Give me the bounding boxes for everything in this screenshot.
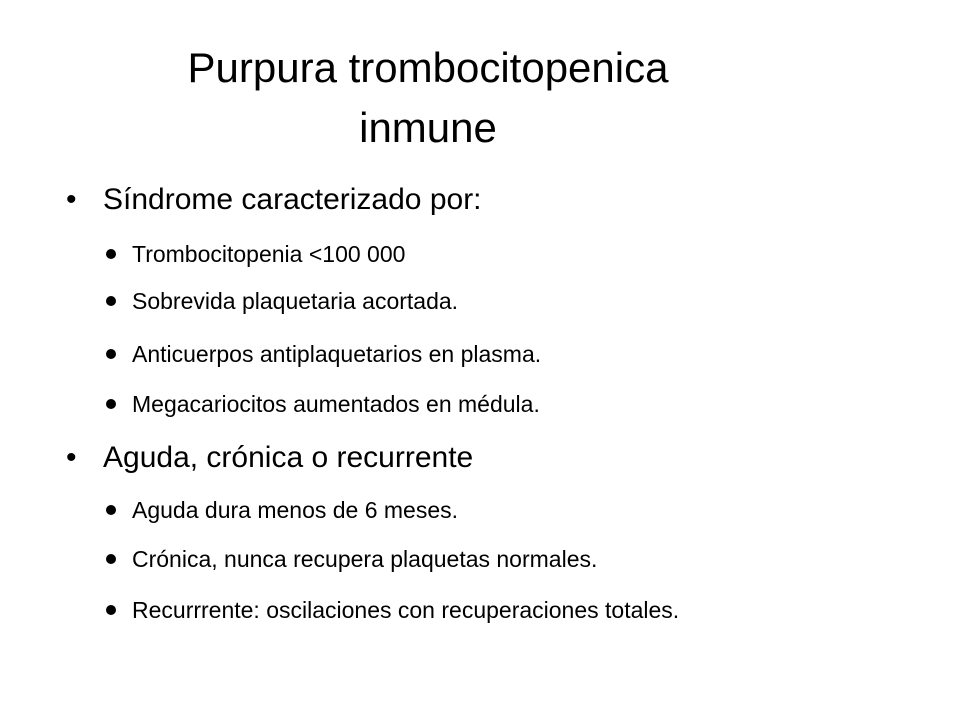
list-item-text: Sobrevida plaquetaria acortada. (132, 288, 459, 314)
slide-title (48, 38, 808, 158)
bullet-dot-icon (106, 605, 116, 615)
list-item-text: Megacariocitos aumentados en médula. (132, 391, 540, 417)
title-line-2: inmune (359, 104, 497, 151)
bullet-icon: • (66, 183, 77, 216)
title-line-1: Purpura trombocitopenica (187, 44, 669, 91)
list-item-text: Anticuerpos antiplaquetarios en plasma. (132, 341, 542, 367)
heading-text: Aguda, crónica o recurrente (103, 441, 474, 474)
heading-text: Síndrome caracterizado por: (103, 183, 482, 216)
list-item-text: Recurrrente: oscilaciones con recuperaciones totales. (132, 597, 680, 623)
list-item-text: Trombocitopenia <100 000 (132, 241, 406, 267)
bullet-dot-icon (106, 554, 116, 564)
bullet-dot-icon (106, 505, 116, 515)
bullet-icon: • (66, 441, 77, 474)
bullet-dot-icon (106, 349, 116, 359)
list-item-text: Crónica, nunca recupera plaquetas normales. (132, 546, 598, 572)
bullet-dot-icon (106, 249, 116, 259)
bullet-dot-icon (106, 399, 116, 409)
list-item-text: Aguda dura menos de 6 meses. (132, 497, 459, 523)
bullet-dot-icon (106, 296, 116, 306)
